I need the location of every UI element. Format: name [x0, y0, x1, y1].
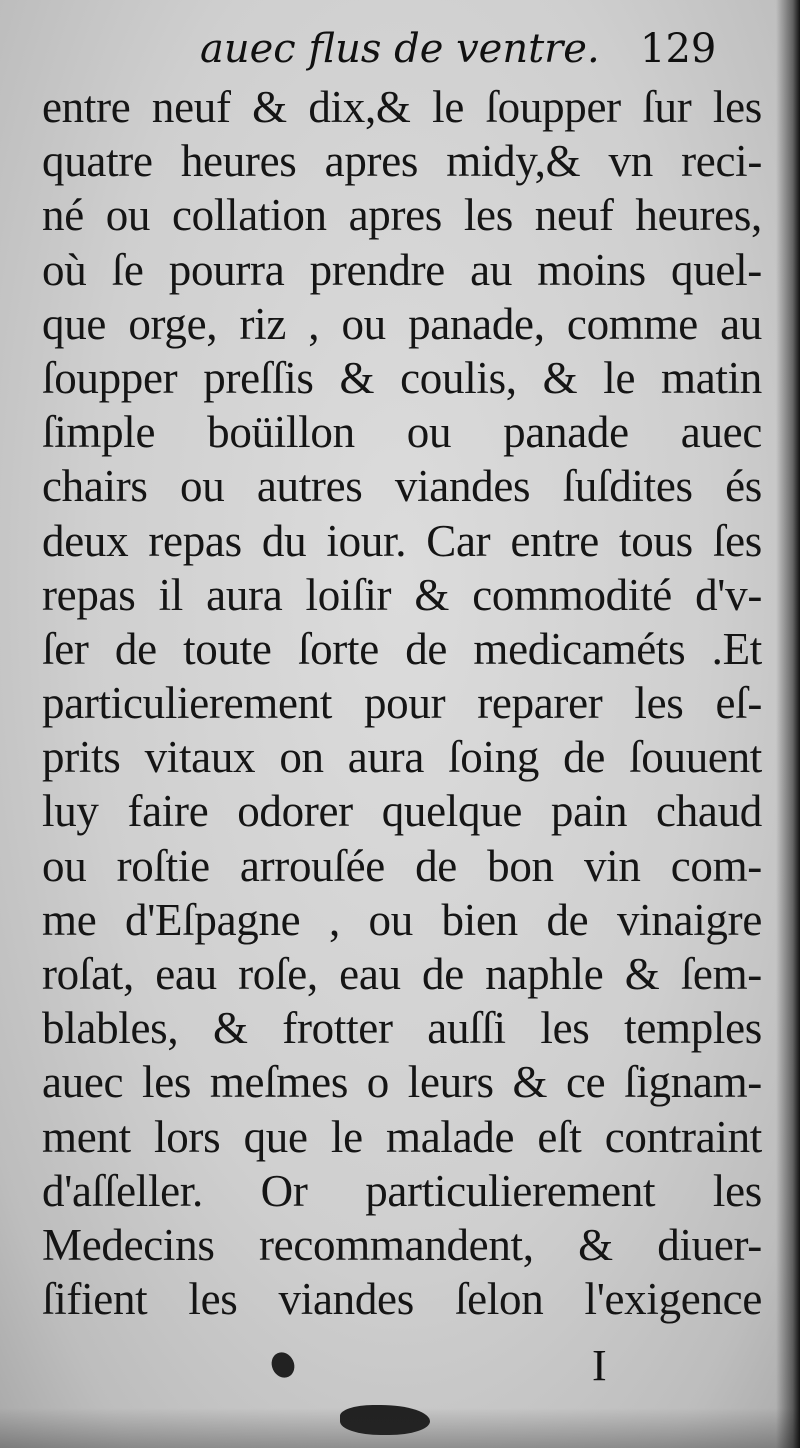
text-line: me d'Eſpagne , ou bien de vinaigre — [42, 894, 762, 945]
text-line: ſifient les viandes ſelon l'exigence — [42, 1274, 762, 1325]
text-line: luy faire odorer quelque pain chaud — [42, 786, 762, 837]
text-line: prits vitaux on aura ſoing de ſouuent — [42, 732, 762, 783]
text-line: entre neuf & dix,& le ſoupper ſur les — [42, 82, 762, 132]
text-line: ſer de toute ſorte de medicaméts .Et — [42, 623, 762, 674]
text-line: repas il aura loiſir & commodité d'v- — [42, 569, 762, 620]
text-line: né ou collation apres les neuf heures, — [42, 190, 762, 241]
text-line: quatre heures apres midy,& vn reci- — [42, 136, 762, 187]
text-line: particulierement pour reparer les eſ- — [42, 678, 762, 729]
text-line: où ſe pourra prendre au moins quel- — [42, 244, 762, 295]
running-head — [0, 22, 800, 78]
text-line: chairs ou autres viandes ſuſdites és — [42, 461, 762, 512]
text-line: blables, & frotter auſſi les temples — [42, 1003, 762, 1054]
text-line: deux repas du iour. Car entre tous ſes — [42, 515, 762, 566]
running-title: auec flus de ventre. — [200, 26, 600, 72]
body-text — [42, 80, 762, 1326]
text-line: Medecins recommandent, & diuer- — [42, 1219, 762, 1270]
text-line: ſimple boüillon ou panade auec — [42, 407, 762, 458]
ink-blot — [268, 1349, 299, 1382]
text-line: d'aſſeller. Or particulierement les — [42, 1165, 762, 1216]
text-line: ſoupper preſſis & coulis, & le matin — [42, 352, 762, 403]
page-shadow-bottom — [0, 1408, 800, 1448]
text-line: que orge, riz , ou panade, comme au — [42, 298, 762, 349]
page-edge-shadow — [776, 0, 800, 1448]
signature-mark: I — [592, 1341, 607, 1390]
text-line: roſat, eau roſe, eau de naphle & ſem- — [42, 949, 762, 999]
text-line: ment lors que le malade eſt contraint — [42, 1111, 762, 1162]
text-line: ou roſtie arrouſée de bon vin com- — [42, 840, 762, 891]
page-number: 129 — [640, 26, 717, 72]
text-line: auec les meſmes o leurs & ce ſignam- — [42, 1057, 762, 1108]
